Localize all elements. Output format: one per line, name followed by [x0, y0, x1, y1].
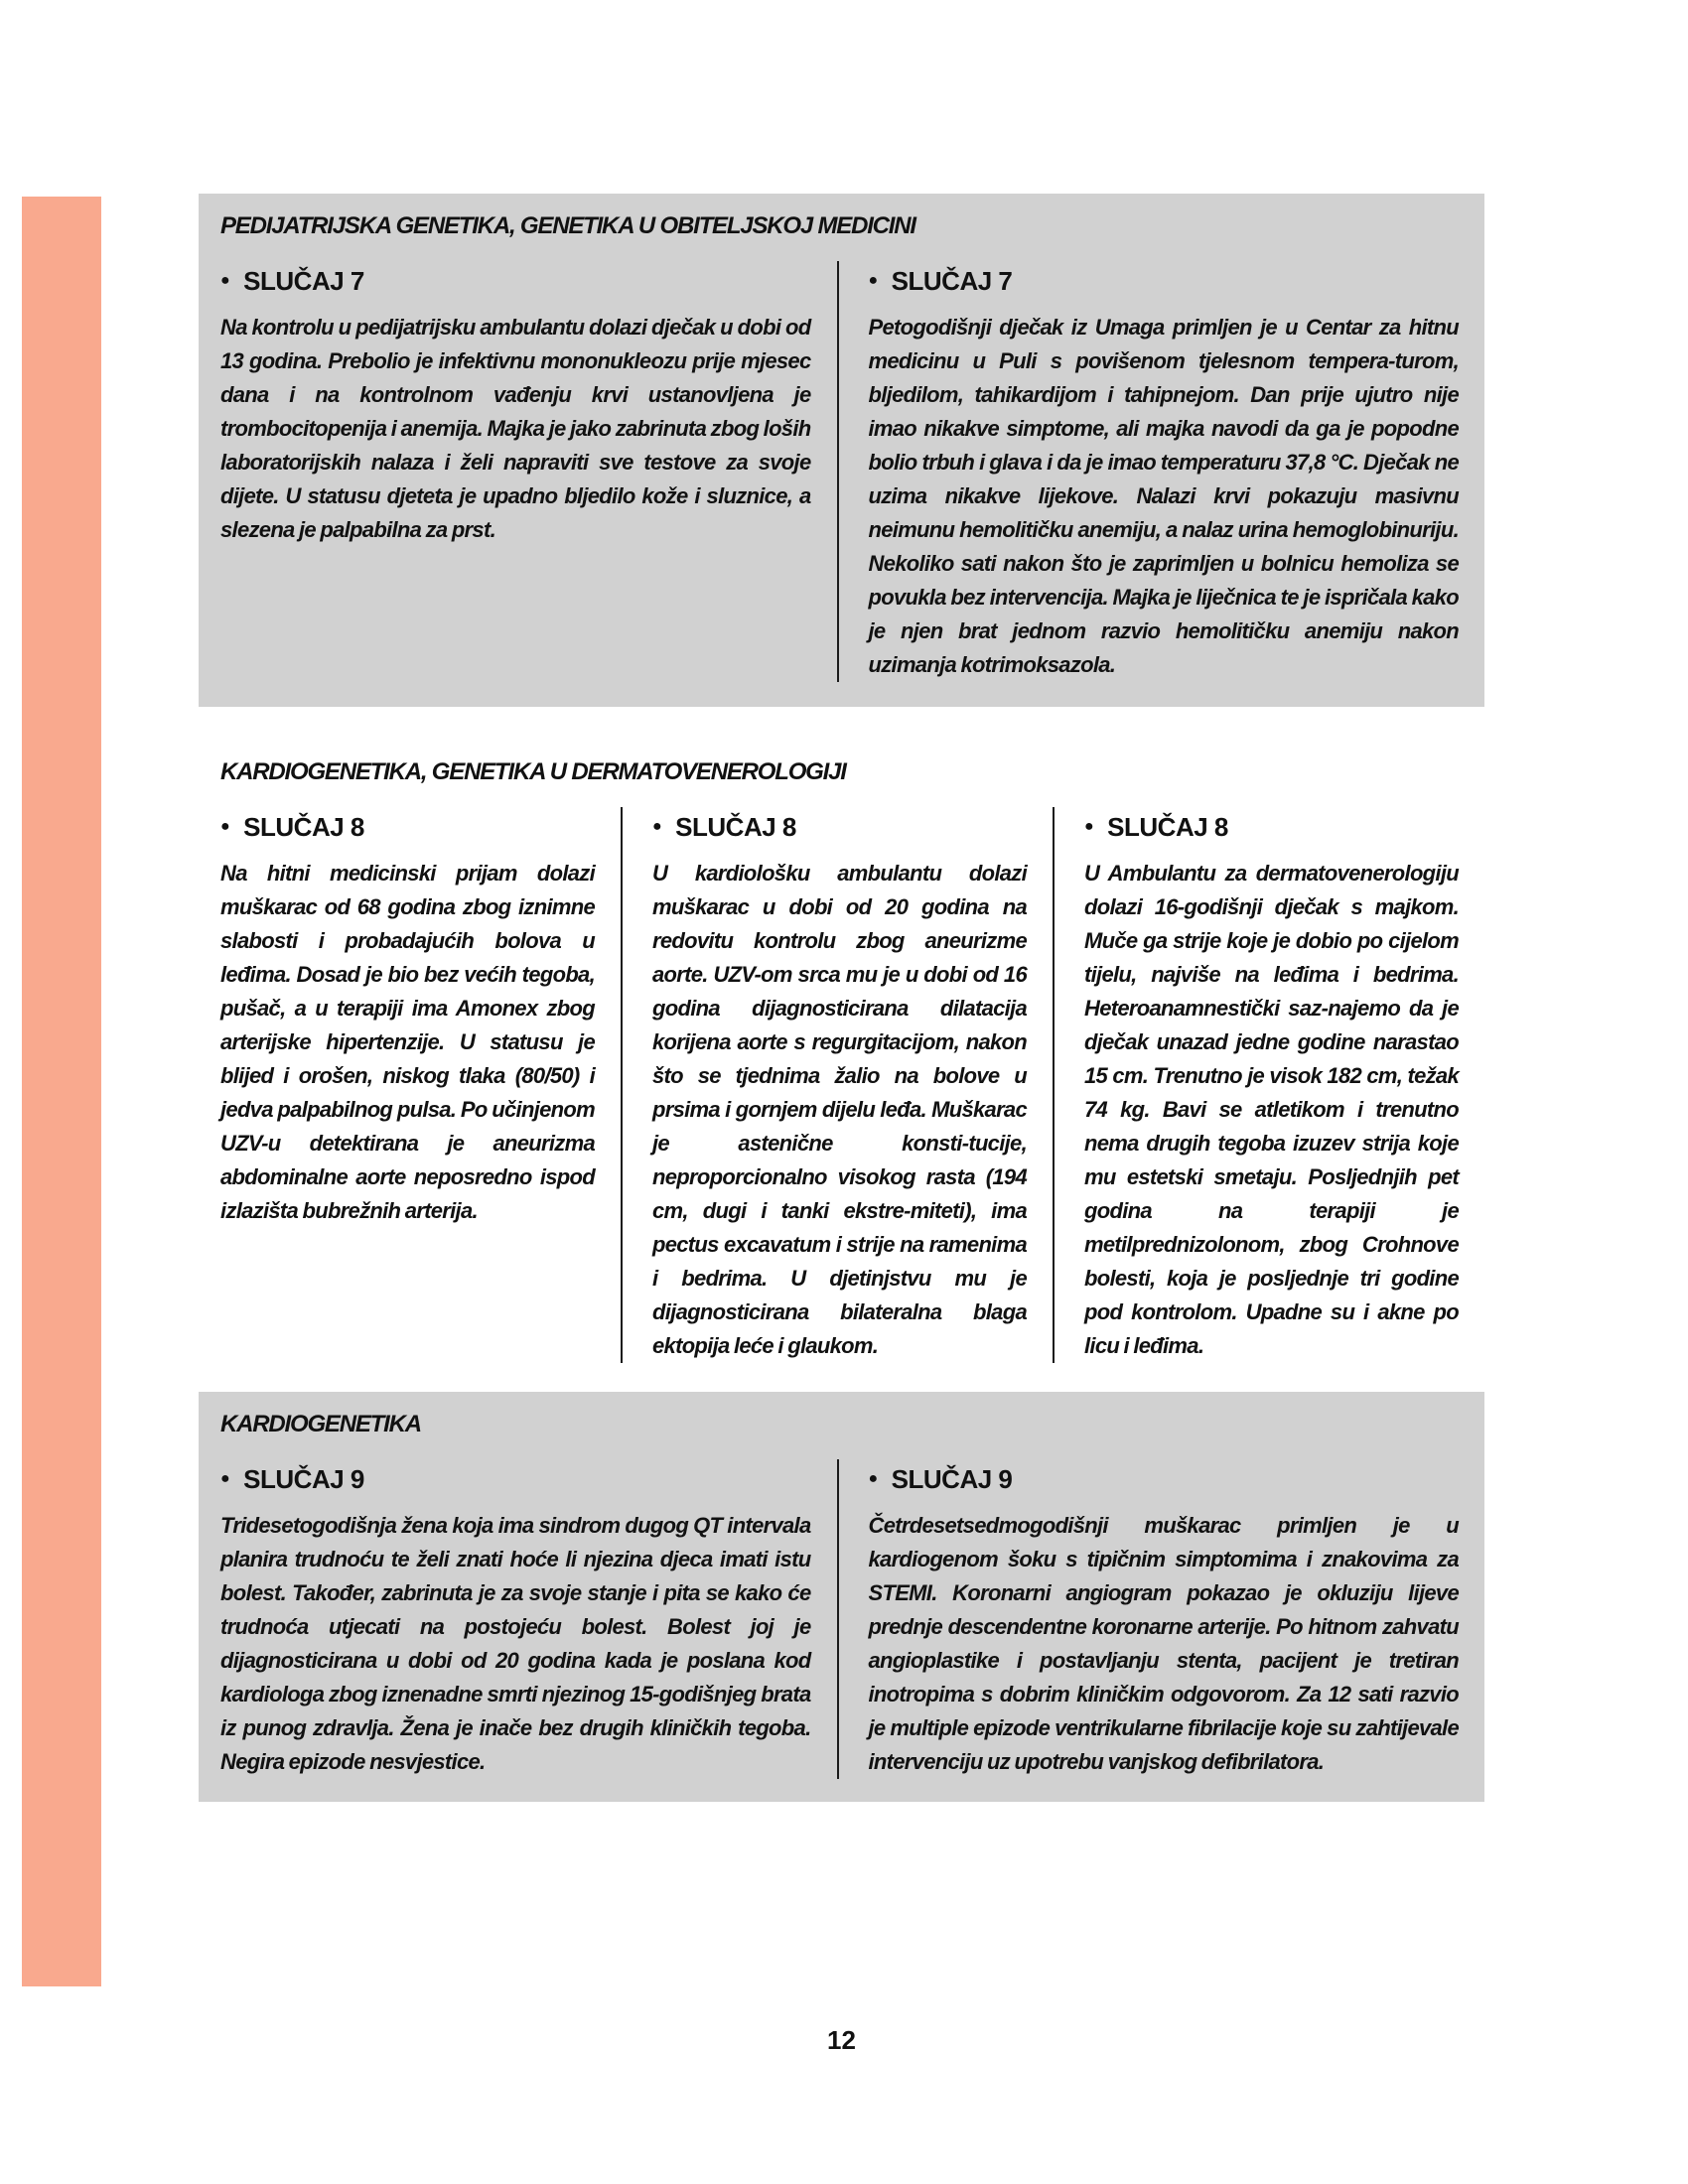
bullet-icon: ●	[868, 1470, 878, 1487]
case-label	[1084, 807, 1459, 847]
section-pediatric-genetics	[199, 194, 1484, 707]
case-label	[220, 807, 595, 847]
case-label-text: SLUČAJ 9	[891, 1464, 1013, 1494]
bullet-icon: ●	[1084, 818, 1094, 835]
case-label-text: SLUČAJ 8	[1107, 812, 1228, 842]
case-label-text: SLUČAJ 8	[243, 812, 364, 842]
case-label	[220, 261, 811, 301]
case-columns	[199, 261, 1484, 682]
case-label	[869, 1459, 1460, 1499]
case-column	[621, 807, 1053, 1363]
case-text: Na kontrolu u pedijatrijsku ambulantu dolazi dječak u dobi od 13 godina. Prebolio je infektivnu mononukleozu prije mjesec dana i na kontrolnom vađenju krvi ustanovljena je trombocitopenija i anemija. Majka je jako zabrinuta zbog loših laboratorijskih nalaza i želi napraviti sve testove za svoje dijete. U statusu djeteta je upadno bljedilo kože i sluznice, a slezena je palpabilna za prst.	[220, 315, 811, 542]
case-columns	[199, 807, 1484, 1363]
case-text: Tridesetogodišnja žena koja ima sindrom dugog QT intervala planira trudnoću te želi znati hoće li njezina djeca imati istu bolest. Također, zabrinuta je za svoje stanje i pita se kako će trudnoća utjecati na postojeću bolest. Bolest joj je dijagnosticirana u dobi od 20 godina kada je poslana kod kardiologa zbog iznenadne smrti njezinog 15-godišnjeg brata iz punog zdravlja. Žena je inače bez drugih kliničkih tegoba. Negira epizode nesvjestice.	[220, 1513, 811, 1774]
bullet-icon: ●	[220, 1470, 230, 1487]
case-label	[220, 1459, 811, 1499]
bullet-icon: ●	[220, 272, 230, 289]
case-text: Na hitni medicinski prijam dolazi muškarac od 68 godina zbog iznimne slabosti i probadajućih bolova u leđima. Dosad je bio bez većih tegoba, pušač, a u terapiji ima Amonex zbog arterijske hipertenzije. U statusu je blijed i orošen, niskog tlaka (80/50) i jedva palpabilnog pulsa. Po učinjenom UZV-u detektirana je aneurizma abdominalne aorte neposredno ispod izlazišta bubrežnih arterija.	[220, 861, 595, 1223]
section-cardiogenetics-dermatovenerology	[199, 740, 1484, 1385]
section-header: PEDIJATRIJSKA GENETIKA, GENETIKA U OBITELJSKOJ MEDICINI	[220, 212, 915, 239]
case-column	[837, 1459, 1485, 1779]
case-column	[199, 807, 621, 1363]
bullet-icon: ●	[868, 272, 878, 289]
case-label-text: SLUČAJ 9	[243, 1464, 364, 1494]
case-column	[1053, 807, 1484, 1363]
bullet-icon: ●	[220, 818, 230, 835]
case-label	[869, 261, 1460, 301]
section-header: KARDIOGENETIKA	[220, 1411, 421, 1437]
case-columns	[199, 1459, 1484, 1779]
case-label	[652, 807, 1027, 847]
page-number: 12	[827, 2025, 856, 2055]
bullet-icon: ●	[652, 818, 662, 835]
case-text: Četrdesetsedmogodišnji muškarac primljen je u kardiogenom šoku s tipičnim simptomima i znakovima za STEMI. Koronarni angiogram pokazao je okluziju lijeve prednje descendentne koronarne arterije. Po hitnom zahvatu angioplastike i postavljanju stenta, pacijent je tretiran inotropima s dobrim kliničkim odgovorom. Za 12 sati razvio je multiple epizode ventrikularne fibrilacije koje su zahtijevale intervenciju uz upotrebu vanjskog defibrilatora.	[868, 1513, 1459, 1774]
case-text: Petogodišnji dječak iz Umaga primljen je u Centar za hitnu medicinu u Puli s povišenom tjelesnom tempera-turom, bljedilom, tahikardijom i tahipnejom. Dan prije ujutro nije imao nikakve simptome, ali majka navodi da ga je popodne bolio trbuh i glava i da je imao temperaturu 37,8 °C. Dječak ne uzima nikakve lijekove. Nalazi krvi pokazuju masivnu neimunu hemolitičku anemiju, a nalaz urina hemoglobinuriju. Nekoliko sati nakon što je zaprimljen u bolnicu hemoliza se povukla bez intervencija. Majka je liječnica te je ispričala kako je njen brat jednom razvio hemolitičku anemiju nakon uzimanja kotrimoksazola.	[868, 315, 1459, 677]
case-label-text: SLUČAJ 7	[891, 266, 1013, 296]
section-header: KARDIOGENETIKA, GENETIKA U DERMATOVENEROLOGIJI	[220, 758, 846, 785]
case-column	[837, 261, 1485, 682]
section-cardiogenetics	[199, 1392, 1484, 1802]
case-text: U kardiološku ambulantu dolazi muškarac u dobi od 20 godina na redovitu kontrolu zbog aneurizme aorte. UZV-om srca mu je u dobi od 16 godina dijagnosticirana dilatacija korijena aorte s regurgitacijom, nakon što se tjednima žalio na bolove u prsima i gornjem dijelu leđa. Muškarac je astenične konsti-tucije, neproporcionalno visokog rasta (194 cm, dugi i tanki ekstre-miteti), ima pectus excavatum i strije na ramenima i bedrima. U djetinjstvu mu je dijagnosticirana bilateralna blaga ektopija leće i glaukom.	[652, 861, 1027, 1358]
case-label-text: SLUČAJ 8	[675, 812, 796, 842]
case-column	[199, 1459, 837, 1779]
case-text: U Ambulantu za dermatovenerologiju dolazi 16-godišnji dječak s majkom. Muče ga strije koje je dobio po cijelom tijelu, najviše na leđima i bedrima. Heteroanamnestički saz-najemo da je dječak unazad jedne godine narastao 15 cm. Trenutno je visok 182 cm, težak 74 kg. Bavi se atletikom i trenutno nema drugih tegoba izuzev strija koje mu estetski smetaju. Posljednjih pet godina na terapiji je metilprednizolonom, zbog Crohnove bolesti, koja je posljednje tri godine pod kontrolom. Upadne su i akne po licu i leđima.	[1084, 861, 1459, 1358]
case-label-text: SLUČAJ 7	[243, 266, 364, 296]
accent-bar	[22, 197, 101, 1986]
case-column	[199, 261, 837, 682]
